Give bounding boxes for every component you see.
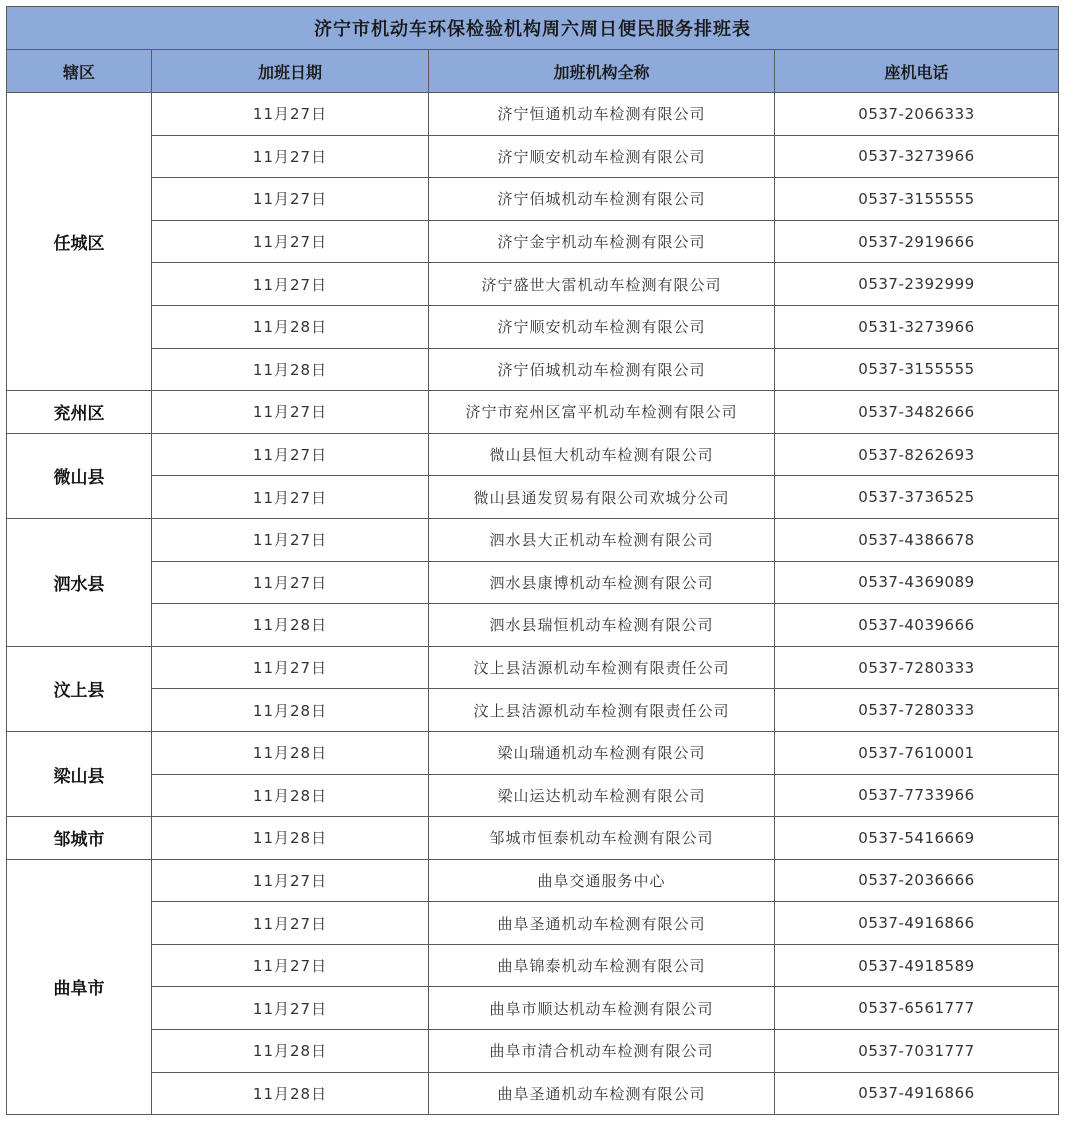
header-organization: 加班机构全称 bbox=[429, 50, 775, 93]
table-row bbox=[7, 646, 1059, 689]
organization-cell: 济宁市兖州区富平机动车检测有限公司 bbox=[429, 391, 775, 434]
date-cell: 11月27日 bbox=[152, 944, 429, 987]
organization-cell: 泗水县瑞恒机动车检测有限公司 bbox=[429, 604, 775, 647]
phone-cell: 0537-3736525 bbox=[775, 476, 1059, 519]
organization-cell: 济宁顺安机动车检测有限公司 bbox=[429, 135, 775, 178]
table-row bbox=[7, 731, 1059, 774]
phone-cell: 0537-3155555 bbox=[775, 178, 1059, 221]
table-row bbox=[7, 561, 1059, 604]
date-cell: 11月27日 bbox=[152, 476, 429, 519]
phone-cell: 0537-3155555 bbox=[775, 348, 1059, 391]
date-cell: 11月27日 bbox=[152, 433, 429, 476]
organization-cell: 济宁佰城机动车检测有限公司 bbox=[429, 348, 775, 391]
table-row bbox=[7, 305, 1059, 348]
organization-cell: 梁山瑞通机动车检测有限公司 bbox=[429, 731, 775, 774]
schedule-table-wrapper bbox=[6, 6, 1058, 1115]
organization-cell: 曲阜圣通机动车检测有限公司 bbox=[429, 1072, 775, 1115]
organization-cell: 泗水县大正机动车检测有限公司 bbox=[429, 518, 775, 561]
date-cell: 11月28日 bbox=[152, 305, 429, 348]
organization-cell: 济宁顺安机动车检测有限公司 bbox=[429, 305, 775, 348]
header-district: 辖区 bbox=[7, 50, 152, 93]
phone-cell: 0537-5416669 bbox=[775, 817, 1059, 860]
organization-cell: 济宁金宇机动车检测有限公司 bbox=[429, 220, 775, 263]
phone-cell: 0537-4916866 bbox=[775, 902, 1059, 945]
phone-cell: 0537-6561777 bbox=[775, 987, 1059, 1030]
organization-cell: 汶上县洁源机动车检测有限责任公司 bbox=[429, 646, 775, 689]
district-cell: 梁山县 bbox=[7, 731, 152, 816]
organization-cell: 梁山运达机动车检测有限公司 bbox=[429, 774, 775, 817]
table-row bbox=[7, 93, 1059, 136]
phone-cell: 0537-4039666 bbox=[775, 604, 1059, 647]
table-row bbox=[7, 220, 1059, 263]
date-cell: 11月27日 bbox=[152, 263, 429, 306]
date-cell: 11月27日 bbox=[152, 391, 429, 434]
table-row bbox=[7, 604, 1059, 647]
date-cell: 11月27日 bbox=[152, 518, 429, 561]
organization-cell: 邹城市恒泰机动车检测有限公司 bbox=[429, 817, 775, 860]
table-row bbox=[7, 774, 1059, 817]
table-row bbox=[7, 135, 1059, 178]
date-cell: 11月28日 bbox=[152, 1072, 429, 1115]
phone-cell: 0537-2066333 bbox=[775, 93, 1059, 136]
organization-cell: 微山县通发贸易有限公司欢城分公司 bbox=[429, 476, 775, 519]
date-cell: 11月27日 bbox=[152, 561, 429, 604]
table-row bbox=[7, 944, 1059, 987]
phone-cell: 0537-3273966 bbox=[775, 135, 1059, 178]
schedule-table bbox=[6, 6, 1059, 1115]
date-cell: 11月27日 bbox=[152, 135, 429, 178]
date-cell: 11月27日 bbox=[152, 859, 429, 902]
organization-cell: 微山县恒大机动车检测有限公司 bbox=[429, 433, 775, 476]
date-cell: 11月28日 bbox=[152, 817, 429, 860]
phone-cell: 0537-8262693 bbox=[775, 433, 1059, 476]
table-row bbox=[7, 689, 1059, 732]
date-cell: 11月27日 bbox=[152, 178, 429, 221]
table-body bbox=[7, 93, 1059, 1115]
phone-cell: 0537-7280333 bbox=[775, 689, 1059, 732]
table-row bbox=[7, 902, 1059, 945]
date-cell: 11月27日 bbox=[152, 987, 429, 1030]
table-row bbox=[7, 518, 1059, 561]
table-row bbox=[7, 859, 1059, 902]
organization-cell: 泗水县康博机动车检测有限公司 bbox=[429, 561, 775, 604]
date-cell: 11月27日 bbox=[152, 902, 429, 945]
organization-cell: 济宁恒通机动车检测有限公司 bbox=[429, 93, 775, 136]
phone-cell: 0537-4918589 bbox=[775, 944, 1059, 987]
table-row bbox=[7, 348, 1059, 391]
organization-cell: 汶上县洁源机动车检测有限责任公司 bbox=[429, 689, 775, 732]
phone-cell: 0531-3273966 bbox=[775, 305, 1059, 348]
header-date: 加班日期 bbox=[152, 50, 429, 93]
date-cell: 11月28日 bbox=[152, 604, 429, 647]
phone-cell: 0537-4369089 bbox=[775, 561, 1059, 604]
table-row bbox=[7, 987, 1059, 1030]
phone-cell: 0537-2392999 bbox=[775, 263, 1059, 306]
phone-cell: 0537-3482666 bbox=[775, 391, 1059, 434]
table-row bbox=[7, 1030, 1059, 1073]
district-cell: 任城区 bbox=[7, 93, 152, 391]
organization-cell: 济宁佰城机动车检测有限公司 bbox=[429, 178, 775, 221]
date-cell: 11月28日 bbox=[152, 1030, 429, 1073]
phone-cell: 0537-4916866 bbox=[775, 1072, 1059, 1115]
organization-cell: 曲阜锦泰机动车检测有限公司 bbox=[429, 944, 775, 987]
table-row bbox=[7, 263, 1059, 306]
phone-cell: 0537-7280333 bbox=[775, 646, 1059, 689]
table-row bbox=[7, 476, 1059, 519]
date-cell: 11月27日 bbox=[152, 646, 429, 689]
organization-cell: 曲阜市清合机动车检测有限公司 bbox=[429, 1030, 775, 1073]
phone-cell: 0537-7031777 bbox=[775, 1030, 1059, 1073]
phone-cell: 0537-7733966 bbox=[775, 774, 1059, 817]
organization-cell: 济宁盛世大雷机动车检测有限公司 bbox=[429, 263, 775, 306]
phone-cell: 0537-4386678 bbox=[775, 518, 1059, 561]
organization-cell: 曲阜市顺达机动车检测有限公司 bbox=[429, 987, 775, 1030]
district-cell: 汶上县 bbox=[7, 646, 152, 731]
district-cell: 曲阜市 bbox=[7, 859, 152, 1115]
phone-cell: 0537-7610001 bbox=[775, 731, 1059, 774]
table-row bbox=[7, 1072, 1059, 1115]
table-row bbox=[7, 433, 1059, 476]
date-cell: 11月28日 bbox=[152, 774, 429, 817]
district-cell: 泗水县 bbox=[7, 518, 152, 646]
table-title: 济宁市机动车环保检验机构周六周日便民服务排班表 bbox=[7, 7, 1059, 50]
date-cell: 11月27日 bbox=[152, 93, 429, 136]
header-phone: 座机电话 bbox=[775, 50, 1059, 93]
date-cell: 11月28日 bbox=[152, 731, 429, 774]
date-cell: 11月28日 bbox=[152, 348, 429, 391]
phone-cell: 0537-2919666 bbox=[775, 220, 1059, 263]
district-cell: 邹城市 bbox=[7, 817, 152, 860]
phone-cell: 0537-2036666 bbox=[775, 859, 1059, 902]
table-row bbox=[7, 391, 1059, 434]
district-cell: 兖州区 bbox=[7, 391, 152, 434]
district-cell: 微山县 bbox=[7, 433, 152, 518]
organization-cell: 曲阜圣通机动车检测有限公司 bbox=[429, 902, 775, 945]
organization-cell: 曲阜交通服务中心 bbox=[429, 859, 775, 902]
table-row bbox=[7, 817, 1059, 860]
table-row bbox=[7, 178, 1059, 221]
date-cell: 11月27日 bbox=[152, 220, 429, 263]
date-cell: 11月28日 bbox=[152, 689, 429, 732]
